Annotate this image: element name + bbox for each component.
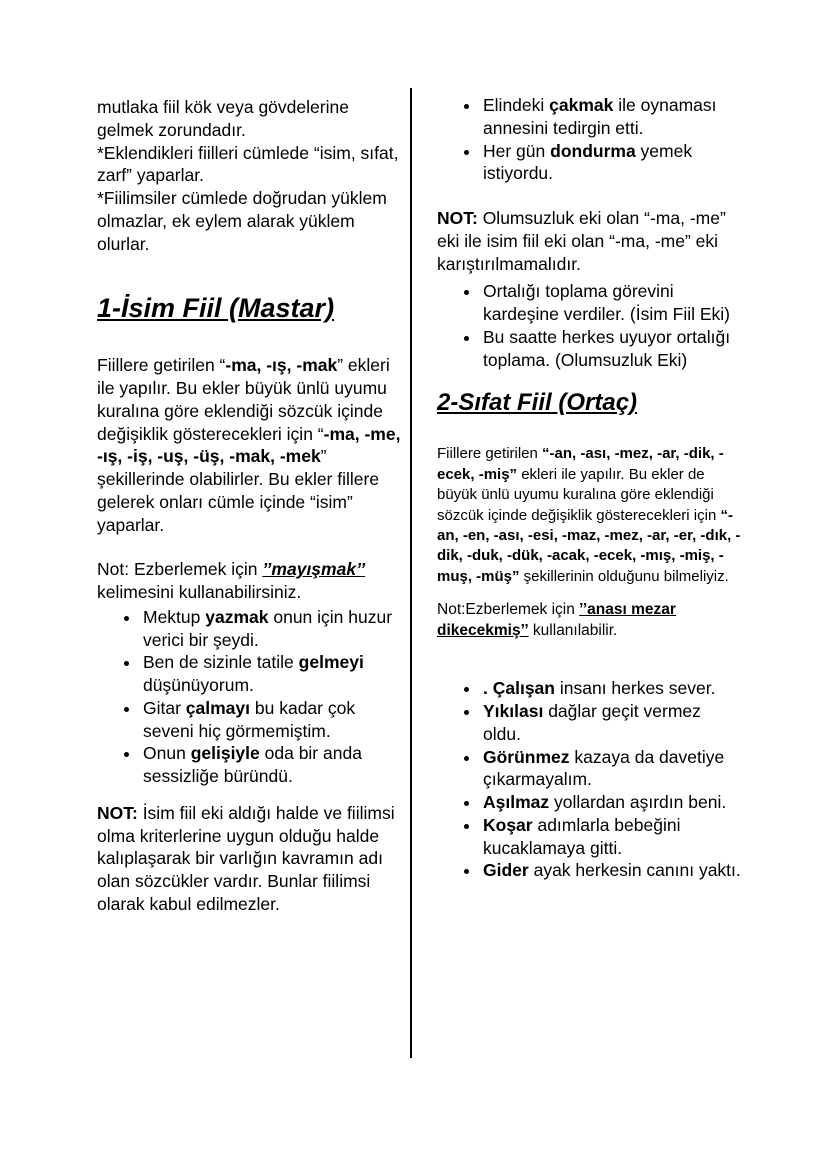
text-run: Ortalığı toplama görevini kardeşine verdiler. (İsim Fiil Eki) [483, 281, 730, 324]
bullet-item [141, 651, 403, 697]
text-run: İsim fiil eki aldığı halde ve fiilimsi olma kriterlerine uygun olduğu halde kalıplaşarak bir varlığın kavramın adı olan sözcükler vardır. Bunlar fiilimsi olarak kabul edilmezler. [97, 802, 395, 914]
text-run: mutlaka fiil kök veya gövdelerine gelmek zorundadır. [97, 97, 349, 140]
bullet-item [141, 697, 403, 743]
example-list-kaliplasmis [437, 94, 743, 185]
text-run: NOT: [97, 802, 138, 823]
text-run: Fiillere getirilen “ [97, 355, 226, 376]
text-run: -ma, -me, -ış, -iş, -uş, -üş, -mak, -mek [97, 423, 401, 467]
section-heading-isim-fiil: 1-İsim Fiil (Mastar) [97, 293, 335, 324]
text-run: yollardan aşırdın beni. [549, 792, 727, 813]
text-run: çalmayı [185, 697, 251, 718]
bullet-item [481, 746, 743, 792]
text-run: “-an, -ası, -mez, -ar, -dik, -ecek, -miş” [437, 445, 724, 483]
text-run: insanı herkes sever. [554, 678, 716, 699]
bullet-item [141, 742, 403, 788]
text-run: ” şekillerinde olabilirler. Bu ekler fillere gelerek onları cümle içinde “isim” yaparlar. [97, 446, 380, 535]
example-list-olumsuzluk [437, 280, 743, 371]
paragraph-intro-1 [97, 96, 403, 142]
text-run: onun için huzur verici bir şeydi. [143, 606, 393, 650]
text-run: şekillerinin olduğunu bilmeliyiz. [519, 567, 729, 585]
text-run: bu kadar çok seveni hiç görmemiştim. [143, 697, 356, 741]
left-column [97, 96, 403, 916]
text-run: Koşar [483, 814, 533, 835]
text-run: kullanılabilir. [528, 622, 618, 640]
text-run: Her gün [483, 140, 551, 161]
bullet-item [481, 94, 743, 140]
text-run: Mektup [143, 606, 206, 627]
right-column [437, 94, 743, 882]
section-heading-sifat-fiil: 2-Sıfat Fiil (Ortaç) [437, 389, 638, 417]
text-run: gelişiyle [190, 743, 260, 764]
text-run: oda bir anda sessizliğe büründü. [143, 743, 362, 787]
text-run: ” ekleri ile yapılır. Bu ekler büyük ünlü uyumu kuralına göre eklendiği sözcük içinde değişiklik gösterecekleri için “ [97, 355, 390, 444]
bullet-item [481, 140, 743, 186]
text-run: ’’anası mezar dikecekmiş’’ [437, 601, 676, 640]
text-run: “-an, -en, -ası, -esi, -maz, -mez, -ar, -er, -dık, -dik, -duk, -dük, -acak, -ecek, -mış, -miş, -muş, -müş” [437, 506, 741, 585]
text-run: Aşılmaz [483, 792, 550, 813]
note-mnemonic-isim-fiil [97, 558, 403, 604]
text-run: Onun [143, 743, 191, 764]
text-run: çakmak [549, 95, 614, 115]
bullet-item [481, 326, 743, 372]
text-run: dondurma [550, 140, 636, 161]
bullet-item [481, 791, 743, 814]
bullet-item [481, 814, 743, 860]
text-run: ’’mayışmak’’ [262, 559, 366, 580]
text-run: Yıkılası [483, 701, 544, 722]
text-run: Gitar [143, 697, 186, 718]
text-run: . [483, 678, 493, 699]
text-run: Elindeki [483, 95, 550, 115]
text-run: Not:Ezberlemek için [437, 601, 580, 619]
text-run: yemek istiyordu. [483, 140, 693, 184]
text-run: yazmak [205, 606, 269, 627]
text-run: NOT: [437, 208, 478, 228]
text-run: Görünmez [483, 746, 570, 767]
text-run: -ma, -ış, -mak [225, 355, 338, 376]
text-run: ayak herkesin canını yaktı. [528, 860, 741, 881]
note-paragraph-olumsuzluk [437, 207, 743, 275]
text-run: Ben de sizinle tatile [143, 652, 299, 673]
bullet-item [481, 677, 743, 700]
paragraph-isim-fiil-rule [97, 354, 403, 536]
paragraph-sifat-fiil-rule [437, 444, 743, 587]
note-mnemonic-sifat-fiil [437, 599, 743, 641]
text-run: düşünüyorum. [143, 675, 254, 696]
text-run: kelimesini kullanabilirsiniz. [97, 582, 302, 603]
text-run: ile oynaması annesini tedirgin etti. [483, 95, 717, 138]
bullet-item [481, 700, 743, 746]
text-run: Gider [483, 860, 529, 881]
column-divider-line [410, 88, 412, 1058]
text-run: Olumsuzluk eki olan “-ma, -me” eki ile isim fiil eki olan “-ma, -me” eki karıştırılmamalıdır. [437, 208, 726, 274]
text-run: dağlar geçit vermez oldu. [483, 701, 701, 744]
text-run: ekleri ile yapılır. Bu ekler de büyük ünlü uyumu kuralına göre eklendiği sözcük içinde değişiklik gösterecekleri için [437, 465, 721, 524]
text-run: Not: Ezberlemek için [97, 559, 263, 580]
example-list-sifat-fiil [437, 677, 743, 882]
text-run: kazaya da davetiye çıkarmayalım. [483, 746, 725, 790]
bullet-item [141, 606, 403, 652]
text-run: *Eklendikleri fiilleri cümlede “isim, sıfat, zarf” yaparlar. [97, 142, 399, 186]
text-run: Bu saatte herkes uyuyor ortalığı toplama. (Olumsuzluk Eki) [483, 326, 731, 370]
paragraph-intro-2 [97, 142, 403, 188]
paragraph-intro-3 [97, 187, 403, 255]
example-list-isim-fiil [97, 606, 403, 788]
bullet-item [481, 859, 743, 882]
note-paragraph-kaliplasma [97, 802, 403, 916]
text-run: gelmeyi [298, 652, 364, 673]
text-run: Çalışan [492, 678, 555, 699]
text-run: Fiillere getirilen [437, 445, 543, 463]
text-run: *Fiilimsiler cümlede doğrudan yüklem olmazlar, ek eylem alarak yüklem olurlar. [97, 188, 387, 254]
bullet-item [481, 280, 743, 326]
text-run: adımlarla bebeğini kucaklamaya gitti. [483, 814, 681, 858]
